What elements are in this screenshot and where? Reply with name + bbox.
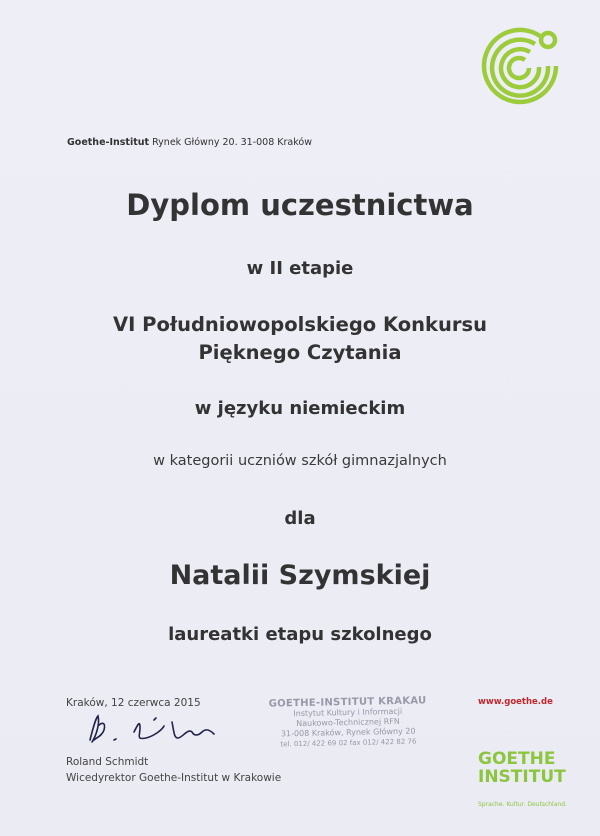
language-line: w języku niemieckim (194, 398, 406, 419)
diploma-title: Dyplom uczestnictwa (126, 188, 474, 222)
stage-line: w II etapie (246, 258, 354, 279)
contest-line-2: Pięknego Czytania (198, 341, 402, 364)
for-line: dla (284, 508, 316, 529)
stamp-line-1: GOETHE-INSTITUT KRAKAU (268, 695, 427, 710)
contest-name (0, 311, 600, 367)
brand-line-2: INSTITUT (478, 767, 566, 787)
institute-stamp (261, 695, 434, 750)
header-address: Rynek Główny 20. 31-008 Kraków (152, 137, 312, 148)
contest-line-1: VI Południowopolskiego Konkursu (113, 313, 487, 336)
stamp-line-4: 31-008 Kraków, Rynek Główny 20 (280, 726, 416, 739)
goethe-wordmark (478, 750, 566, 786)
brand-tagline: Sprache. Kultur. Deutschland. (478, 801, 567, 808)
stamp-line-3: Naukowo-Technicznej RFN (296, 716, 400, 729)
brand-line-1: GOETHE (478, 749, 556, 769)
stamp-line-5: tel. 012/ 422 69 02 fax 012/ 422 82 76 (280, 737, 417, 749)
place-date: Kraków, 12 czerwca 2015 (66, 697, 201, 709)
goethe-logo-icon (478, 22, 562, 106)
signer-name: Roland Schmidt (66, 756, 149, 768)
header-org: Goethe-Institut (67, 137, 150, 148)
handwritten-signature-icon (84, 710, 234, 750)
stamp-line-2: Instytut Kultury i Informacji (293, 706, 403, 719)
category-line: w kategorii uczniów szkół gimnazjalnych (153, 453, 447, 469)
recipient-name: Natalii Szymskiej (169, 560, 431, 591)
website-url: www.goethe.de (478, 697, 553, 707)
distinction-line: laureatki etapu szkolnego (168, 624, 432, 645)
sender-address (67, 137, 312, 148)
signer-title: Wicedyrektor Goethe-Institut w Krakowie (66, 772, 282, 784)
